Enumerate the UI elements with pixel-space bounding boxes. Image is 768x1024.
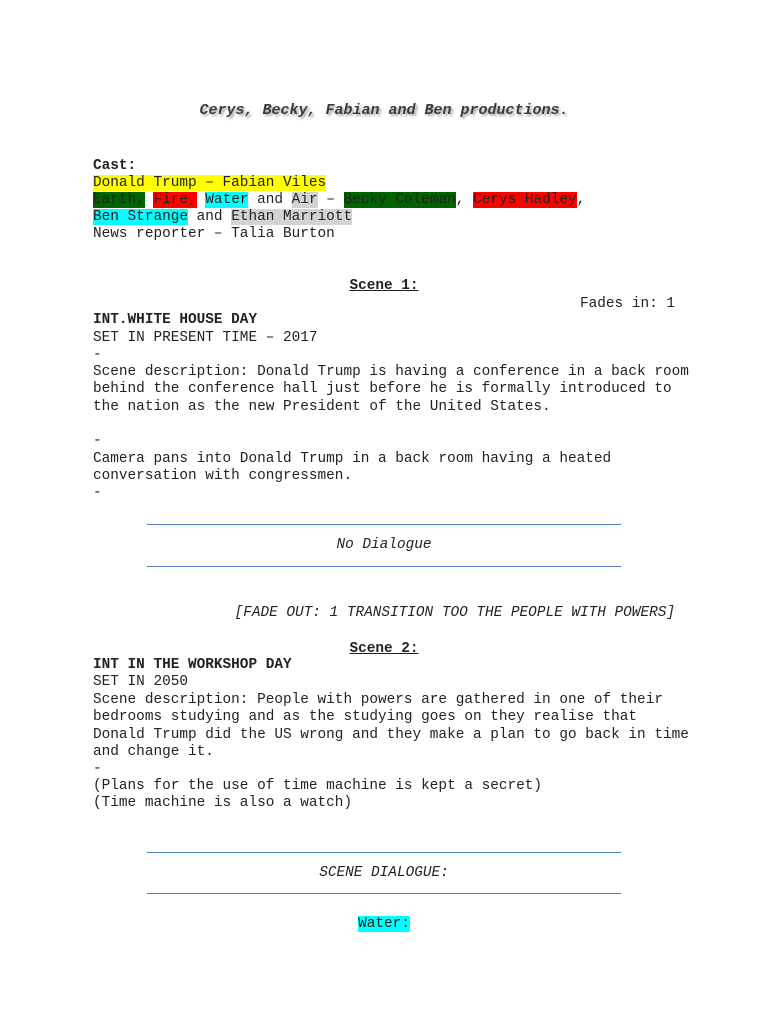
scene-1-separator: -	[93, 433, 102, 449]
scene-2-note-secret: (Plans for the use of time machine is kept a secret)	[93, 778, 543, 794]
cast-ben: Ben Strange	[93, 209, 188, 225]
scene-2-slugline: INT IN THE WORKSHOP DAY	[93, 657, 292, 673]
cast-cerys: Cerys Hadley	[473, 192, 577, 208]
cast-becky: Becky Coleman	[343, 192, 456, 208]
cast-water: Water	[205, 192, 249, 208]
scene-2-note-watch: (Time machine is also a watch)	[93, 795, 353, 811]
scene-1-camera: Camera pans into Donald Trump in a back room having a heated conversation with congressmen.	[93, 451, 612, 485]
divider-line	[147, 852, 621, 853]
cast-comma-2: ,	[576, 192, 586, 208]
cast-line-reporter: News reporter – Talia Burton	[93, 226, 335, 242]
scene-1-slugline: INT.WHITE HOUSE DAY	[93, 312, 258, 328]
scene-1-separator: -	[93, 347, 102, 363]
cast-and-1: and	[248, 192, 292, 208]
scene-1-fades-in: Fades in: 1	[580, 296, 675, 312]
speaker-line	[0, 916, 768, 933]
speaker-water: Water:	[358, 916, 410, 932]
cast-line-trump	[93, 175, 326, 192]
scene-2-heading: Scene 2:	[349, 641, 419, 657]
cast-comma-1: ,	[455, 192, 474, 208]
cast-line-elements	[93, 192, 585, 209]
scene-1-description: Scene description: Donald Trump is having a conference in a back room behind the conference hall just before he is formally introduced to the nation as the new President of the United States.	[93, 364, 689, 415]
cast-dash: –	[317, 192, 344, 208]
scene-1-heading: Scene 1:	[349, 278, 419, 294]
cast-ethan: Ethan Marriott	[231, 209, 353, 225]
cast-heading: Cast:	[93, 158, 137, 174]
divider-line	[147, 566, 621, 567]
scene-2-time: SET IN 2050	[93, 674, 188, 690]
cast-trump-name: Donald Trump – Fabian Viles	[93, 175, 327, 191]
cast-fire: Fire,	[153, 192, 197, 208]
scene-1-time: SET IN PRESENT TIME – 2017	[93, 330, 318, 346]
scene-1-dialogue-label: No Dialogue	[336, 537, 432, 553]
scene-1-transition: [FADE OUT: 1 TRANSITION TOO THE PEOPLE WITH POWERS]	[234, 605, 675, 621]
scene-2-description: Scene description: People with powers are gathered in one of their bedrooms studying and as the studying goes on they realise that Donald Trump did the US wrong and they make a plan to go back in time and change it.	[93, 692, 689, 760]
document-title: Cerys, Becky, Fabian and Ben productions.	[199, 102, 569, 119]
divider-line	[147, 524, 621, 525]
cast-and-2: and	[188, 209, 232, 225]
scene-2-separator: -	[93, 761, 102, 777]
scene-2-dialogue-label: SCENE DIALOGUE:	[319, 865, 449, 881]
scene-1-separator: -	[93, 485, 102, 501]
cast-line-ben	[93, 209, 352, 226]
divider-line	[147, 893, 621, 894]
cast-earth: Earth,	[93, 192, 145, 208]
cast-air: Air	[291, 192, 318, 208]
